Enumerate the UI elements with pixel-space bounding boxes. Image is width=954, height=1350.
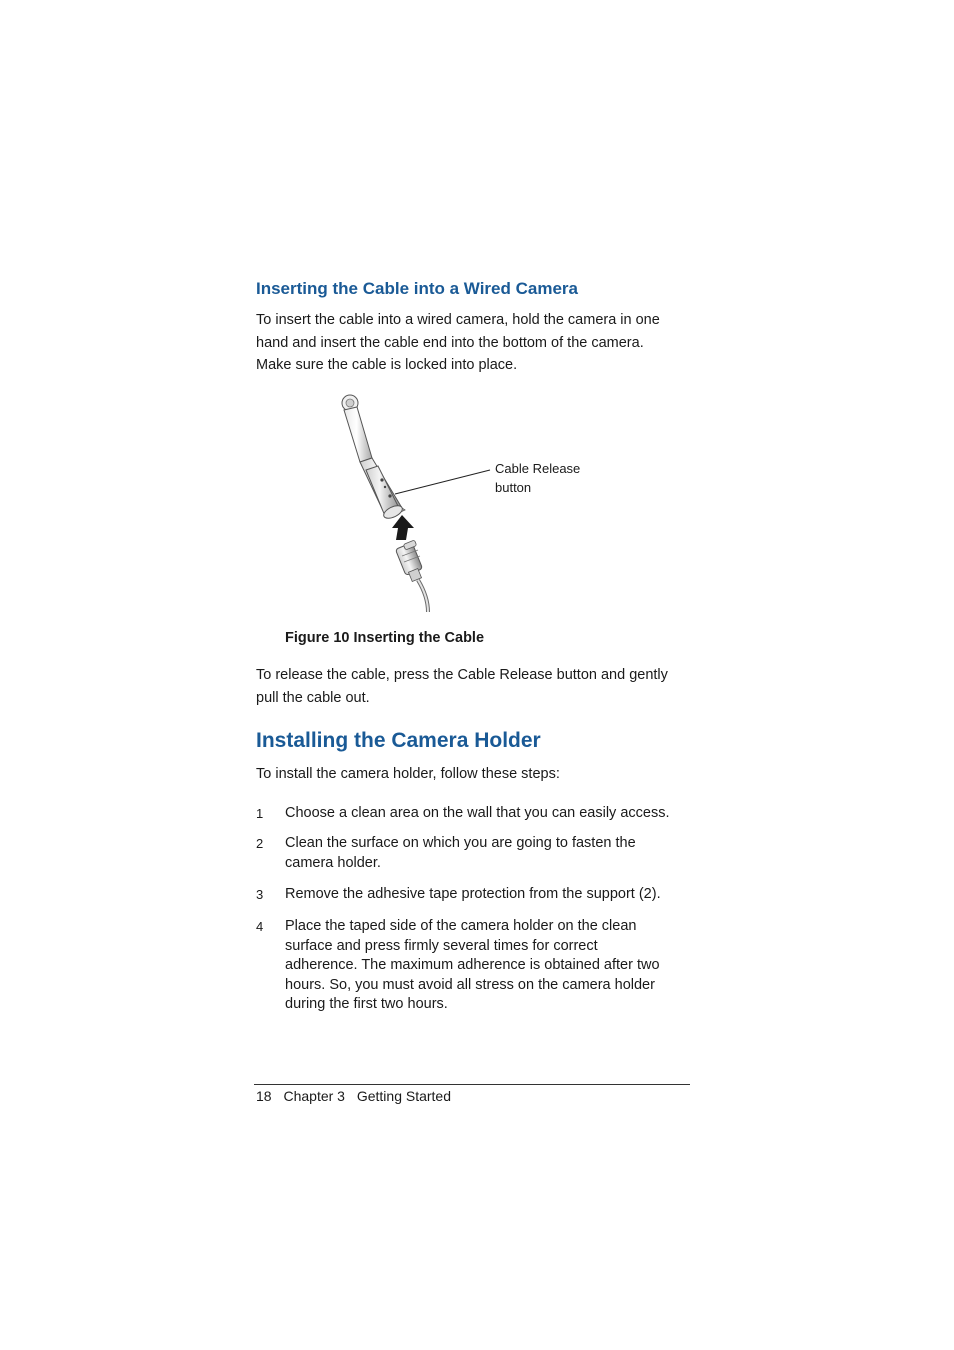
step-text [285,885,695,905]
footer-rule [254,1084,690,1085]
step-line: surface and press firmly several times for correct [285,937,598,954]
section-heading-installing-holder: Installing the Camera Holder [256,729,541,752]
chapter-title: Getting Started [356,1088,452,1104]
paragraph-line: pull the cable out. [256,689,370,706]
callout-line: Cable Release [495,461,581,476]
step-line: during the first two hours. [285,996,448,1012]
step-line: Remove the adhesive tape protection from the support (2). [285,886,661,902]
paragraph-line: To insert the cable into a wired camera, hold the camera in one [256,312,660,328]
step-number: 1 [256,806,264,821]
step-number: 3 [256,887,264,902]
paragraph-line: hand and insert the cable end into the bottom of the camera. [256,334,644,351]
figure-caption: Figure 10 Inserting the Cable [285,630,485,646]
step-line: Place the taped side of the camera holder on the clean [285,918,637,934]
paragraph-release-cable [256,664,696,709]
step-number: 4 [256,919,264,934]
callout-line: button [495,480,532,495]
step-line: adherence. The maximum adherence is obtained after two [285,957,660,973]
cable-connector [395,540,422,582]
step-line: Clean the surface on which you are going to fasten the [285,835,636,851]
camera-body [342,395,405,521]
paragraph-line: To release the cable, press the Cable Release button and gently [256,667,668,683]
callout-leader-line [395,470,490,494]
step-text [285,917,695,1015]
step-line: Choose a clean area on the wall that you can easily access. [285,805,670,821]
cable [418,580,428,612]
page-number: 18 [256,1088,272,1104]
page-footer [256,1088,459,1104]
camera-cable-illustration [330,390,510,618]
chapter-label: Chapter 3 [283,1088,345,1104]
callout-cable-release-button [495,459,580,497]
paragraph-insert-cable [256,309,696,377]
step-number: 2 [256,836,264,851]
section-heading-inserting-cable: Inserting the Cable into a Wired Camera [256,279,578,298]
paragraph-line: Make sure the cable is locked into place. [256,357,518,373]
step-line: hours. So, you must avoid all stress on the camera holder [285,976,655,993]
step-line: camera holder. [285,854,381,871]
insert-arrow-icon [392,515,414,540]
step-text [285,804,695,824]
paragraph-install-intro: To install the camera holder, follow these steps: [256,766,560,782]
step-text [285,834,695,873]
